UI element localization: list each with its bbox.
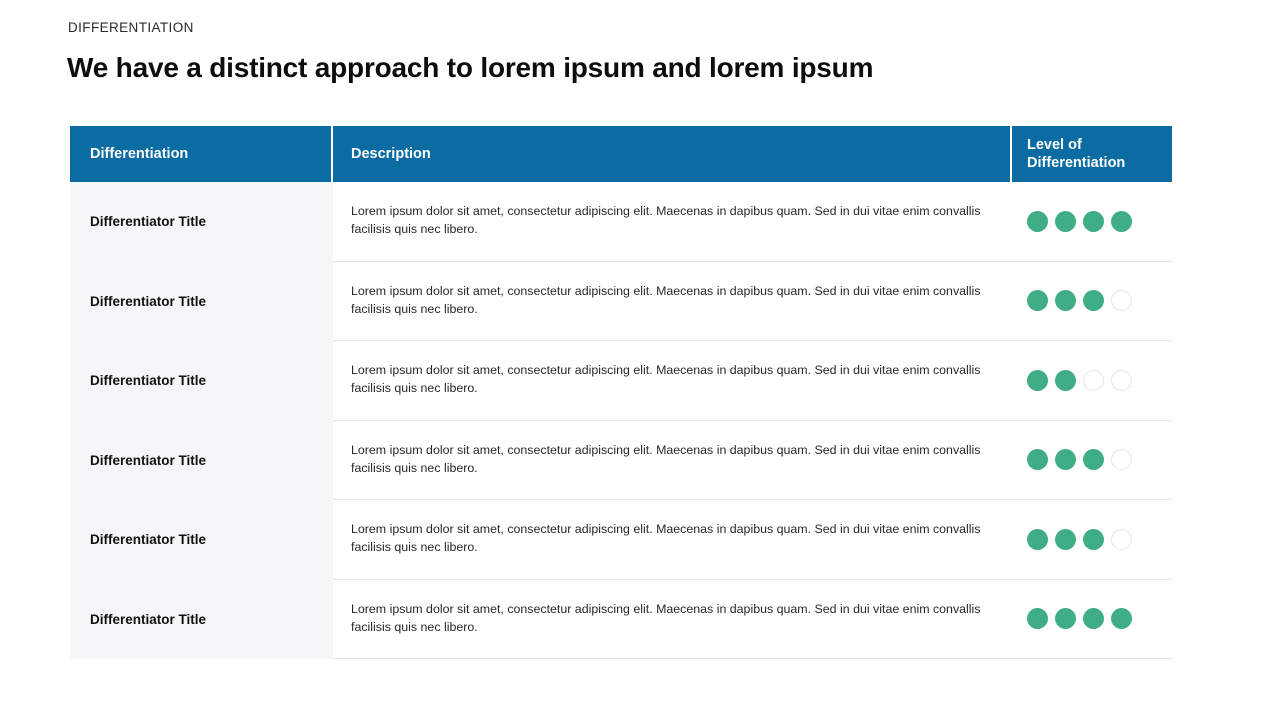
rating-dot-filled — [1083, 529, 1104, 550]
column-header-level — [1012, 126, 1172, 182]
table-row — [70, 500, 1172, 580]
row-description: Lorem ipsum dolor sit amet, consectetur adipiscing elit. Maecenas in dapibus quam. Sed in dui vitae enim convallis facilisis quis nec libero. — [333, 182, 1012, 262]
rating-dots — [1027, 370, 1132, 391]
row-description: Lorem ipsum dolor sit amet, consectetur adipiscing elit. Maecenas in dapibus quam. Sed in dui vitae enim convallis facilisis quis nec libero. — [333, 262, 1012, 342]
row-description: Lorem ipsum dolor sit amet, consectetur adipiscing elit. Maecenas in dapibus quam. Sed in dui vitae enim convallis facilisis quis nec libero. — [333, 341, 1012, 421]
rating-dots — [1027, 211, 1132, 232]
rating-dots — [1027, 449, 1132, 470]
row-level-rating — [1012, 341, 1172, 421]
rating-dot-filled — [1055, 370, 1076, 391]
rating-dot-filled — [1027, 290, 1048, 311]
rating-dots — [1027, 290, 1132, 311]
row-level-rating — [1012, 500, 1172, 580]
column-header-differentiation: Differentiation — [70, 126, 333, 182]
rating-dot-filled — [1083, 608, 1104, 629]
rating-dot-filled — [1027, 370, 1048, 391]
table-row — [70, 421, 1172, 501]
rating-dot-filled — [1027, 211, 1048, 232]
table-body — [70, 182, 1172, 659]
row-description: Lorem ipsum dolor sit amet, consectetur adipiscing elit. Maecenas in dapibus quam. Sed in dui vitae enim convallis facilisis quis nec libero. — [333, 500, 1012, 580]
row-title: Differentiator Title — [70, 421, 333, 501]
column-header-level-line2: Differentiation — [1027, 155, 1126, 171]
row-title: Differentiator Title — [70, 500, 333, 580]
table-row — [70, 182, 1172, 262]
table-row — [70, 262, 1172, 342]
eyebrow-label: DIFFERENTIATION — [68, 20, 194, 35]
row-level-rating — [1012, 421, 1172, 501]
rating-dots — [1027, 529, 1132, 550]
rating-dot-empty — [1111, 449, 1132, 470]
row-description: Lorem ipsum dolor sit amet, consectetur adipiscing elit. Maecenas in dapibus quam. Sed in dui vitae enim convallis facilisis quis nec libero. — [333, 421, 1012, 501]
row-level-rating — [1012, 182, 1172, 262]
row-title: Differentiator Title — [70, 262, 333, 342]
rating-dot-empty — [1111, 529, 1132, 550]
rating-dots — [1027, 608, 1132, 629]
row-title: Differentiator Title — [70, 580, 333, 660]
column-header-level-line1: Level of — [1027, 136, 1082, 153]
column-header-description: Description — [333, 126, 1012, 182]
table-row — [70, 580, 1172, 660]
rating-dot-filled — [1083, 211, 1104, 232]
rating-dot-empty — [1111, 290, 1132, 311]
rating-dot-filled — [1055, 449, 1076, 470]
rating-dot-filled — [1055, 529, 1076, 550]
rating-dot-empty — [1083, 370, 1104, 391]
rating-dot-filled — [1055, 211, 1076, 232]
row-title: Differentiator Title — [70, 341, 333, 421]
rating-dot-filled — [1111, 608, 1132, 629]
rating-dot-filled — [1055, 290, 1076, 311]
page-title: We have a distinct approach to lorem ipsum and lorem ipsum — [67, 52, 874, 83]
rating-dot-filled — [1083, 290, 1104, 311]
table-header-row — [70, 126, 1172, 182]
rating-dot-filled — [1083, 449, 1104, 470]
rating-dot-filled — [1027, 449, 1048, 470]
row-title: Differentiator Title — [70, 182, 333, 262]
rating-dot-empty — [1111, 370, 1132, 391]
row-level-rating — [1012, 580, 1172, 660]
differentiation-table — [70, 126, 1172, 659]
rating-dot-filled — [1055, 608, 1076, 629]
row-level-rating — [1012, 262, 1172, 342]
rating-dot-filled — [1111, 211, 1132, 232]
rating-dot-filled — [1027, 529, 1048, 550]
table-row — [70, 341, 1172, 421]
row-description: Lorem ipsum dolor sit amet, consectetur adipiscing elit. Maecenas in dapibus quam. Sed in dui vitae enim convallis facilisis quis nec libero. — [333, 580, 1012, 660]
rating-dot-filled — [1027, 608, 1048, 629]
